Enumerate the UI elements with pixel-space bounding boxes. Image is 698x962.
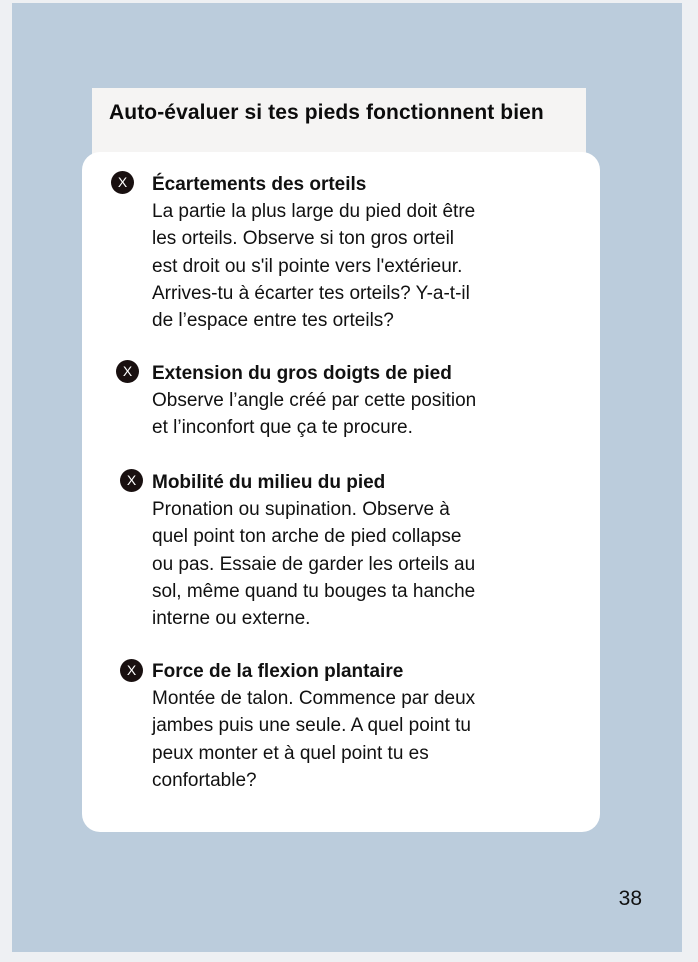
item-text: Pronation ou supination. Observe à quel point ton arche de pied collapse ou pas. Essaie de garder les orteils au sol, même quand tu bouges ta hanche interne ou externe.: [152, 499, 476, 630]
page-number: 38: [618, 887, 642, 910]
page: [12, 3, 682, 952]
x-circle-icon: X: [116, 360, 139, 383]
page-title: Auto-évaluer si tes pieds fonctionnent bien: [109, 101, 544, 124]
list-item-big-toe-extension: [122, 360, 552, 442]
item-title: Mobilité du milieu du pied: [152, 472, 386, 493]
item-text: Montée de talon. Commence par deux jambes puis une seule. A quel point tu peux monter et à quel point tu es confortable?: [152, 688, 476, 791]
list-item-midfoot-mobility: [126, 469, 552, 632]
x-circle-icon: X: [120, 659, 143, 682]
content-card: [82, 152, 600, 832]
list-item-toe-spread: [117, 171, 552, 334]
item-text: La partie la plus large du pied doit être les orteils. Observe si ton gros orteil est droit ou s'il pointe vers l'extérieur. Arrives-tu à écarter tes orteils? Y-a-t-il de l’espace entre tes orteils?: [152, 201, 476, 332]
x-circle-icon: X: [120, 469, 143, 492]
item-title: Écartements des orteils: [152, 174, 367, 195]
list-item-plantar-flexion: [126, 658, 552, 794]
x-circle-icon: X: [111, 171, 134, 194]
item-title: Extension du gros doigts de pied: [152, 363, 452, 384]
item-title: Force de la flexion plantaire: [152, 661, 404, 682]
item-text: Observe l’angle créé par cette position et l’inconfort que ça te procure.: [152, 390, 477, 439]
